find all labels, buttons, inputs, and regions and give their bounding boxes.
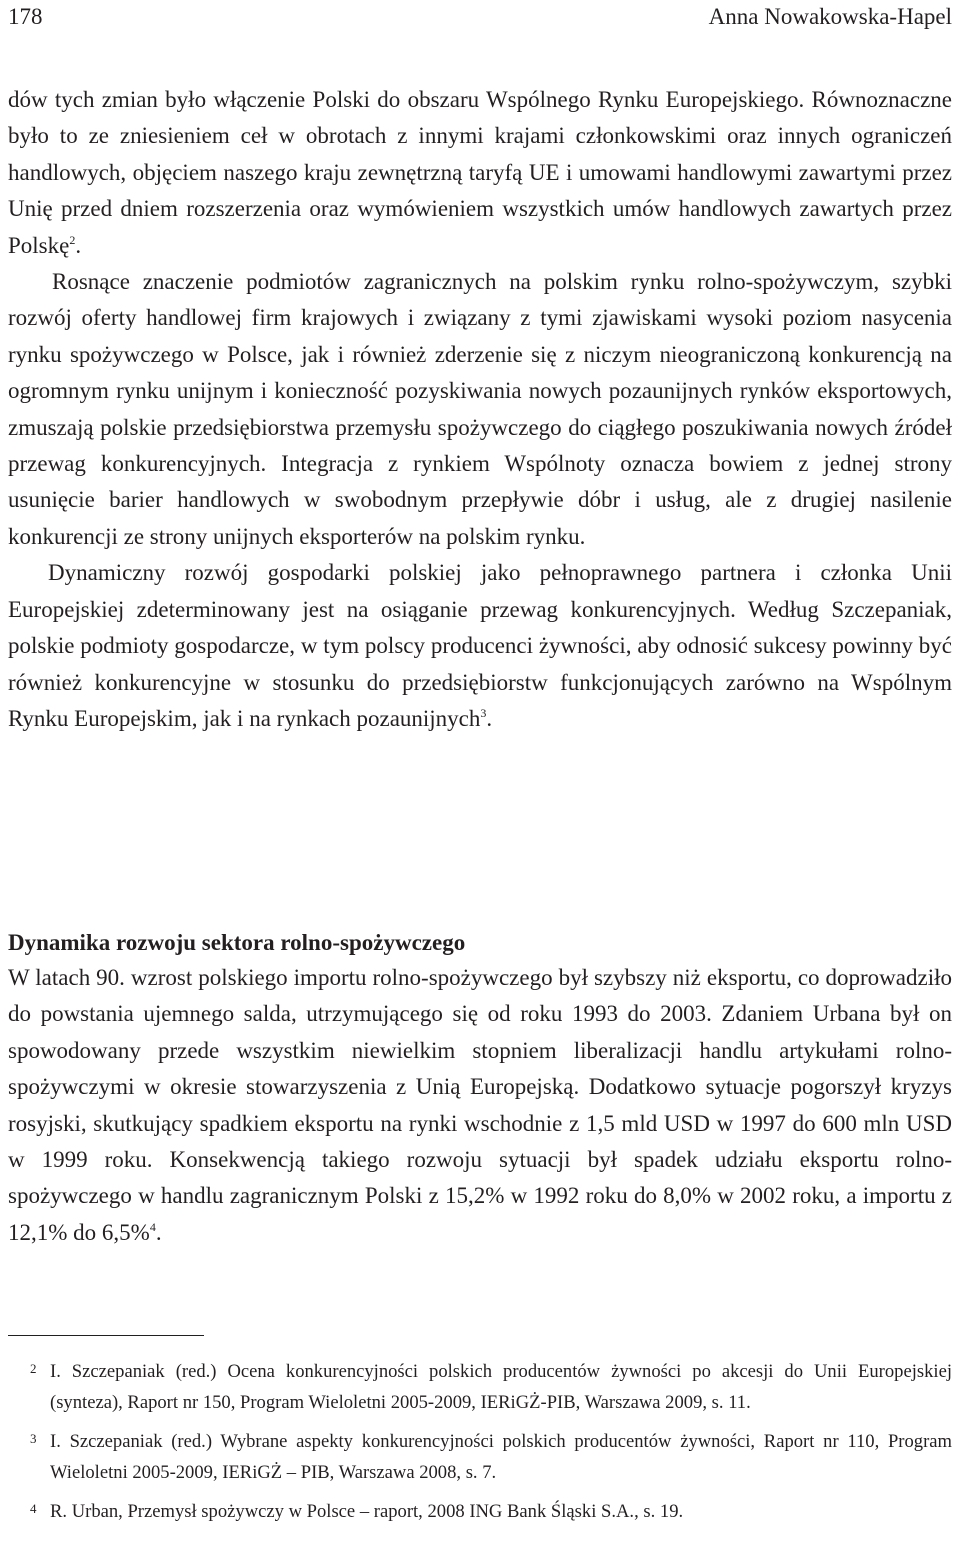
footnote-text: I. Szczepaniak (red.) Ocena konkurencyjności polskich producentów żywności po akcesji do Unii Europejskiej (synteza), Raport nr 150, Program Wieloletni 2005-2009, IERiGŻ-PIB, Warszawa 2009, s. 11.	[50, 1361, 952, 1413]
running-header	[8, 0, 952, 30]
footnote-2	[8, 1357, 952, 1418]
running-header-author: Anna Nowakowska-Hapel	[708, 4, 952, 29]
footnote-text: R. Urban, Przemysł spożywczy w Polsce – raport, 2008 ING Bank Śląski S.A., s. 19.	[50, 1501, 684, 1522]
paragraph-1-tail: .	[75, 232, 82, 258]
footnote-3	[8, 1427, 952, 1488]
paragraph-3-tail: .	[486, 705, 493, 731]
footnote-separator	[8, 1335, 204, 1336]
footnote-ref-4[interactable]: 4	[149, 1219, 156, 1234]
body-text-section	[8, 960, 952, 1251]
footnote-number: 2	[30, 1361, 37, 1376]
body-text-upper	[8, 82, 952, 737]
footnote-text: I. Szczepaniak (red.) Wybrane aspekty konkurencyjności polskich producentów żywności, Raport nr 110, Program Wieloletni 2005-2009, IERiGŻ – PIB, Warszawa 2008, s. 7.	[50, 1431, 952, 1483]
section-paragraph-tail: .	[155, 1219, 162, 1245]
footnote-number: 4	[30, 1501, 37, 1516]
footnote-4	[8, 1497, 952, 1528]
footnote-ref-2[interactable]: 2	[69, 232, 76, 247]
footnotes	[8, 1357, 952, 1528]
paragraph-3	[8, 555, 952, 737]
paragraph-2-text: Rosnące znaczenie podmiotów zagranicznych na polskim rynku rolno-spożywczym, szybki rozwój oferty handlowej firm krajowych i związany z tymi zjawiskami wysoki poziom nasycenia rynku spożywczego w Polsce, jak i również zderzenie się z niczym nieograniczoną konkurencją na ogromnym rynku unijnym i konieczność pozyskiwania nowych pozaunijnych rynków eksportowych, zmuszają polskie przedsiębiorstwa przemysłu spożywczego do ciągłego poszukiwania nowych źródeł przewag konkurencyjnych. Integracja z rynkiem Wspólnoty oznacza bowiem z jednej strony usunięcie barier handlowych w swobodnym przepływie dóbr i usług, ale z drugiej nasilenie konkurencji ze strony unijnych eksporterów na polskim rynku.	[8, 269, 952, 549]
paragraph-2	[8, 264, 952, 555]
section-paragraph	[8, 960, 952, 1251]
footnote-ref-3[interactable]: 3	[480, 705, 487, 720]
footnote-number: 3	[30, 1431, 37, 1446]
paragraph-3-text: Dynamiczny rozwój gospodarki polskiej jako pełnoprawnego partnera i członka Unii Europejskiej zdeterminowany jest na osiąganie przewag konkurencyjnych. Według Szczepaniak, polskie podmioty gospodarcze, w tym polscy producenci żywności, aby odnosić sukcesy powinny być również konkurencyjne w stosunku do przedsiębiorstw funkcjonujących zarówno na Wspólnym Rynku Europejskim, jak i na rynkach pozaunijnych	[8, 560, 952, 731]
paragraph-1-text: dów tych zmian było włączenie Polski do obszaru Wspólnego Rynku Europejskiego. Równoznaczne było to ze zniesieniem ceł w obrotach z innymi krajami członkowskimi oraz innych ograniczeń handlowych, objęciem naszego kraju zewnętrzną taryfą UE i umowami handlowymi zawartymi przez Unię przed dniem rozszerzenia oraz wymówieniem wszystkich umów handlowych zawartych przez Polskę	[8, 87, 952, 258]
paragraph-1	[8, 82, 952, 264]
section-heading: Dynamika rozwoju sektora rolno-spożywczego	[8, 930, 466, 955]
page-number: 178	[8, 4, 43, 29]
section-paragraph-text: W latach 90. wzrost polskiego importu rolno-spożywczego był szybszy niż eksportu, co doprowadziło do powstania ujemnego salda, utrzymującego się od roku 1993 do 2003. Zdaniem Urbana był on spowodowany przede wszystkim niewielkim stopniem liberalizacji handlu artykułami rolno-spożywczymi w okresie stowarzyszenia z Unią Europejską. Dodatkowo sytuacje pogorszył kryzys rosyjski, skutkujący spadkiem eksportu na rynki wschodnie z 1,5 mld USD w 1997 do 600 mln USD w 1999 roku. Konsekwencją takiego rozwoju sytuacji był spadek udziału eksportu rolno-spożywczego w handlu zagranicznym Polski z 15,2% w 1992 roku do 8,0% w 2002 roku, a importu z 12,1% do 6,5%	[8, 965, 952, 1245]
